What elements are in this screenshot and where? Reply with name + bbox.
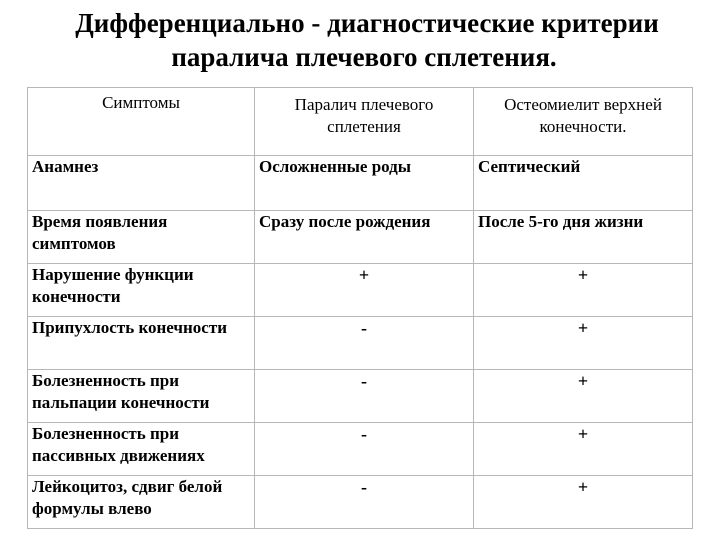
title-line-2: паралича плечевого сплетения.	[171, 42, 557, 72]
table-row	[28, 211, 693, 264]
symptom-cell: Припухлость конечности	[28, 317, 255, 370]
osteomyelitis-mark: +	[474, 476, 693, 529]
osteomyelitis-mark: +	[474, 423, 693, 476]
header-symptoms: Симптомы	[28, 88, 255, 156]
palsy-mark: -	[255, 370, 474, 423]
palsy-mark: -	[255, 423, 474, 476]
header-osteomyelitis: Остеомиелит верхней конечности.	[474, 88, 693, 156]
symptom-cell: Болезненность при пальпации конечности	[28, 370, 255, 423]
palsy-cell: Сразу после рождения	[255, 211, 474, 264]
table-header	[28, 88, 693, 156]
header-brachial-plexus-palsy: Паралич плечевого сплетения	[255, 88, 474, 156]
table-row	[28, 476, 693, 529]
table-row	[28, 317, 693, 370]
symptom-cell: Лейкоцитоз, сдвиг белой формулы влево	[28, 476, 255, 529]
page-title	[0, 6, 720, 74]
table-row	[28, 370, 693, 423]
osteomyelitis-cell: Септический	[474, 156, 693, 211]
palsy-mark: +	[255, 264, 474, 317]
symptom-cell: Нарушение функции конечности	[28, 264, 255, 317]
title-line-1: Дифференциально - диагностические критерии	[75, 8, 659, 38]
table-row	[28, 156, 693, 211]
header-row	[28, 88, 693, 156]
table-row	[28, 264, 693, 317]
table-body	[28, 156, 693, 529]
osteomyelitis-mark: +	[474, 370, 693, 423]
osteomyelitis-mark: +	[474, 317, 693, 370]
symptom-cell: Время появления симптомов	[28, 211, 255, 264]
palsy-cell: Осложненные роды	[255, 156, 474, 211]
criteria-table	[27, 87, 693, 529]
osteomyelitis-cell: После 5-го дня жизни	[474, 211, 693, 264]
palsy-mark: -	[255, 317, 474, 370]
palsy-mark: -	[255, 476, 474, 529]
osteomyelitis-mark: +	[474, 264, 693, 317]
symptom-cell: Болезненность при пассивных движениях	[28, 423, 255, 476]
table-row	[28, 423, 693, 476]
symptom-cell: Анамнез	[28, 156, 255, 211]
